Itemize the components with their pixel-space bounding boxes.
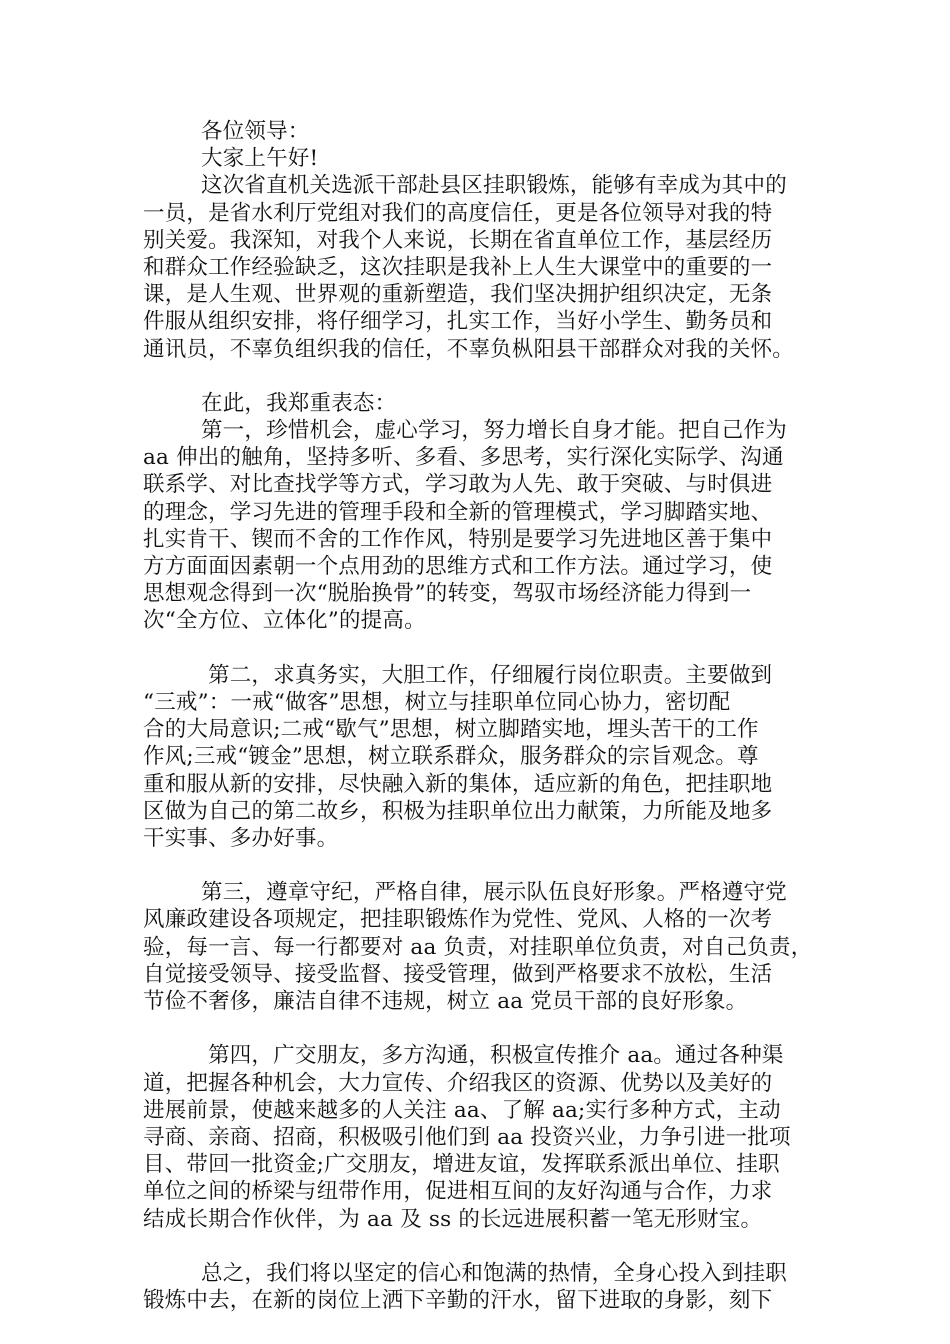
paragraph-line: “三戒”：一戒“做客”思想，树立与挂职单位同心协力，密切配 [143, 689, 731, 715]
paragraph-intro [143, 172, 815, 362]
paragraph-spacer [143, 852, 815, 879]
paragraph-line: 课，是人生观、世界观的重新塑造，我们坚决拥护组织决定，无条 [143, 282, 773, 308]
salutation: 各位领导： [201, 119, 310, 144]
paragraph-spacer [143, 363, 815, 390]
paragraph-first-point [143, 417, 815, 635]
paragraph-line: 目、带回一批资金;广交朋友，增进友谊，发挥联系派出单位、挂职 [143, 1152, 780, 1178]
paragraph-line: 第一，珍惜机会，虚心学习，努力增长自身才能。把自己作为 [201, 418, 787, 444]
paragraph-line: 进展前景，使越来越多的人关注 aa、了解 aa;实行多种方式，主动 [143, 1097, 781, 1123]
document-body [143, 118, 815, 1314]
paragraph-line: 重和服从新的安排，尽快融入新的集体，适应新的角色，把挂职地 [143, 771, 773, 797]
greeting: 大家上午好! [201, 146, 319, 172]
paragraph-line: 结成长期合作伙伴，为 aa 及 ss 的长远进展积蓄一笔无形财宝。 [143, 1206, 763, 1232]
paragraph-line: 方方面面因素朝一个点用劲的思维方式和工作方法。通过学习，使 [143, 554, 773, 579]
paragraph-line: 区做为自己的第二故乡，积极为挂职单位出力献策，力所能及地多 [143, 798, 773, 824]
paragraph-line: 别关爱。我深知，对我个人来说，长期在省直单位工作，基层经历 [143, 227, 773, 253]
paragraph-line: 件服从组织安排，将仔细学习，扎实工作，当好小学生、勤务员和 [143, 309, 773, 335]
paragraph-line: 扎实肯干、锲而不舍的工作作风，特别是要学习先进地区善于集中 [143, 526, 773, 552]
paragraph-line: 第二，求真务实，大胆工作，仔细履行岗位职责。主要做到 [201, 662, 773, 688]
paragraph-spacer [143, 1015, 815, 1042]
paragraph-line: 和群众工作经验缺乏，这次挂职是我补上人生大课堂中的重要的一 [143, 254, 773, 280]
paragraph-line: 风廉政建设各项规定，把挂职锻炼作为党性、党风、人格的一次考 [143, 907, 773, 933]
paragraph-line: 干实事、多办好事。 [143, 825, 339, 851]
paragraph-line: 节俭不奢侈，廉洁自律不违规，树立 aa 党员干部的良好形象。 [143, 989, 748, 1014]
paragraph-line: 道，把握各种机会，大力宣传、介绍我区的资源、优势以及美好的 [143, 1070, 773, 1096]
paragraph-line: 一员，是省水利厅党组对我们的高度信任，更是各位领导对我的特 [143, 200, 773, 226]
paragraph-line: 这次省直机关选派干部赴县区挂职锻炼，能够有幸成为其中的 [201, 173, 787, 199]
paragraph-second-point [143, 662, 815, 852]
paragraph-line: 寻商、亲商、招商，积极吸引他们到 aa 投资兴业，力争引进一批项 [143, 1124, 791, 1150]
paragraph-line: 单位之间的桥梁与纽带作用，促进相互间的友好沟通与合作，力求 [143, 1179, 773, 1205]
paragraph-line: 自觉接受领导、接受监督、接受管理，做到严格要求不放松，生活 [143, 961, 773, 987]
paragraph-line: 总之，我们将以坚定的信心和饱满的热情，全身心投入到挂职 [201, 1260, 787, 1286]
paragraph-line: 锻炼中去，在新的岗位上洒下辛勤的汗水，留下进取的身影，刻下 [143, 1288, 773, 1314]
paragraph-line: aa 伸出的触角，坚持多听、多看、多思考，实行深化实际学、沟通 [143, 445, 784, 471]
paragraph-line: 在此，我郑重表态： [201, 390, 397, 416]
paragraph-spacer [143, 1233, 815, 1260]
paragraph-line: 验，每一言、每一行都要对 aa 负责，对挂职单位负责，对自己负责， [143, 934, 813, 960]
paragraph-line: 合的大局意识;二戒“歇气”思想，树立脚踏实地，埋头苦干的工作 [143, 717, 759, 743]
paragraph-statement [143, 390, 815, 417]
paragraph-line: 第三，遵章守纪，严格自律，展示队伍良好形象。严格遵守党 [201, 880, 787, 906]
paragraph-conclusion [143, 1260, 815, 1314]
paragraph-third-point [143, 879, 815, 1015]
paragraph-line: 的理念，学习先进的管理手段和全新的管理模式，学习脚踏实地、 [143, 499, 773, 525]
paragraph-line: 次“全方位、立体化”的提高。 [143, 608, 426, 634]
paragraph-line: 作风;三戒“镀金”思想，树立联系群众，服务群众的宗旨观念。尊 [143, 744, 759, 770]
paragraph-line: 第四，广交朋友，多方沟通，积极宣传推介 aa。通过各种渠 [201, 1043, 784, 1069]
paragraph-fourth-point [143, 1042, 815, 1232]
paragraph-line: 通讯员，不辜负组织我的信任，不辜负枞阳县干部群众对我的关怀。 [143, 336, 795, 362]
paragraph-spacer [143, 635, 815, 662]
paragraph-line: 联系学、对比查找学等方式，学习敢为人先、敢于突破、与时俱进 [143, 472, 773, 498]
paragraph-line: 思想观念得到一次“脱胎换骨”的转变，驾驭市场经济能力得到一 [143, 581, 752, 607]
